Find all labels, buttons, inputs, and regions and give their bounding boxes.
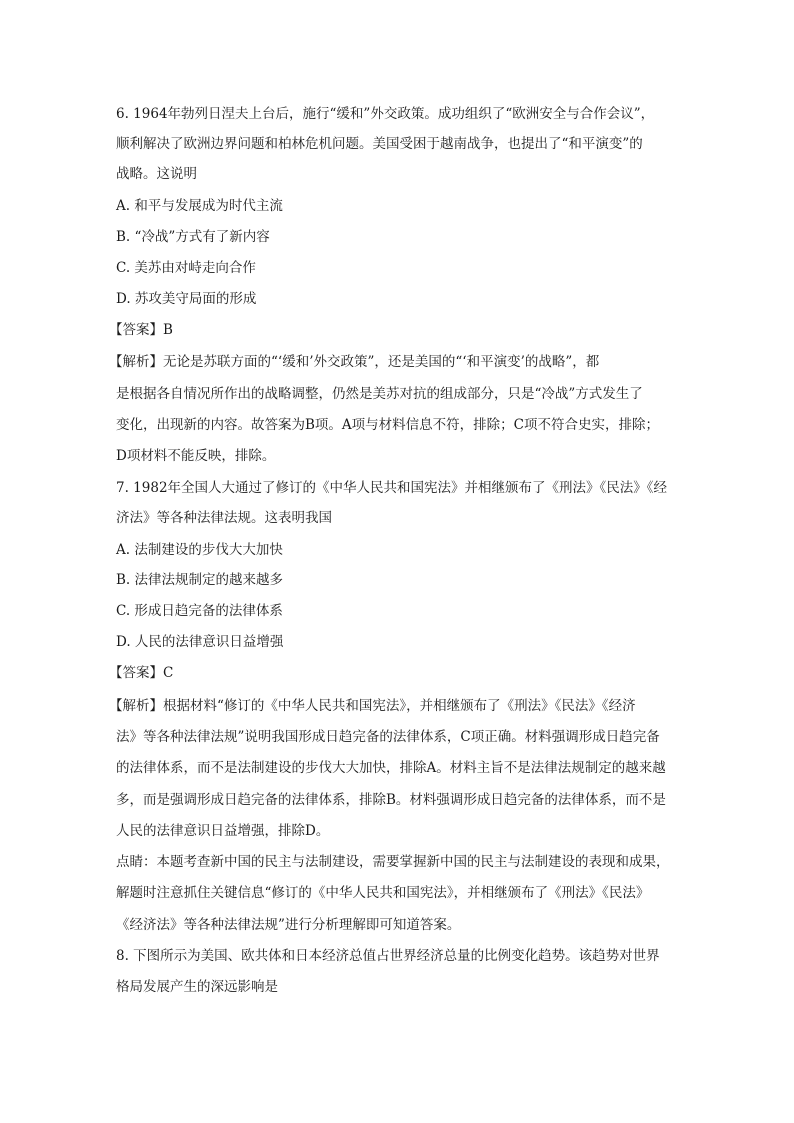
q7-option-b: B. 法律法规制定的越来越多 [116, 572, 284, 588]
q7-tip-line-1: 点睛：本题考查新中国的民主与法制建设，需要掌握新中国的民主与法制建设的表现和成果， [116, 854, 670, 870]
q6-answer: 【答案】B [109, 322, 173, 338]
q6-option-a: A. 和平与发展成为时代主流 [116, 198, 283, 214]
q6-option-c: C. 美苏由对峙走向合作 [116, 260, 256, 276]
q7-analysis-line-2: 法》等各种法律法规”说明我国形成日趋完备的法律体系，C项正确。材料强调形成日趋完备 [116, 729, 660, 745]
q8-stem-line-2: 格局发展产生的深远影响是 [116, 979, 278, 995]
q6-stem-line-3: 战略。这说明 [116, 166, 197, 182]
q7-analysis-line-3: 的法律体系，而不是法制建设的步伐大大加快，排除A。材料主旨不是法律法规制定的越来越 [116, 760, 666, 776]
q7-stem-line-2: 济法》等各种法律法规。这表明我国 [116, 510, 332, 526]
q6-stem-line-1: 6. 1964年勃列日涅夫上台后，施行“缓和”外交政策。成功组织了“欧洲安全与合作会议”， [116, 106, 655, 122]
q6-option-d: D. 苏攻美守局面的形成 [116, 291, 257, 307]
q7-tip-line-2: 解题时注意抓住关键信息“修订的《中华人民共和国宪法》，并相继颁布了《刑法》《民法》 [116, 885, 650, 901]
q6-stem-line-2: 顺利解决了欧洲边界问题和柏林危机问题。美国受困于越南战争，也提出了“和平演变”的 [116, 136, 643, 152]
q7-option-a: A. 法制建设的步伐大大加快 [116, 542, 283, 558]
q6-analysis-line-1: 【解析】无论是苏联方面的“‘缓和’外交政策”，还是美国的“‘和平演变’的战略”，都 [109, 354, 600, 370]
q7-answer: 【答案】C [109, 665, 174, 681]
q7-analysis-line-1: 【解析】根据材料“修订的《中华人民共和国宪法》，并相继颁布了《刑法》《民法》《经济 [109, 698, 636, 714]
q6-analysis-line-3: 变化，出现新的内容。故答案为B项。A项与材料信息不符，排除；C项不符合史实，排除； [116, 417, 659, 433]
q7-option-c: C. 形成日趋完备的法律体系 [116, 603, 283, 619]
q6-analysis-line-4: D项材料不能反映，排除。 [116, 448, 276, 464]
q7-tip-line-3: 《经济法》等各种法律法规”进行分析理解即可知道答案。 [116, 917, 461, 933]
q7-analysis-line-5: 人民的法律意识日益增强，排除D。 [116, 823, 330, 839]
q6-option-b: B. “冷战”方式有了新内容 [116, 229, 270, 245]
q6-analysis-line-2: 是根据各自情况所作出的战略调整，仍然是美苏对抗的组成部分，只是“冷战”方式发生了 [116, 386, 643, 402]
q7-stem-line-1: 7. 1982年全国人大通过了修订的《中华人民共和国宪法》并相继颁布了《刑法》《民法》《经 [116, 480, 668, 496]
q7-option-d: D. 人民的法律意识日益增强 [116, 634, 284, 650]
q7-analysis-line-4: 多，而是强调形成日趋完备的法律体系，排除B。材料强调形成日趋完备的法律体系，而不是 [116, 792, 666, 808]
q8-stem-line-1: 8. 下图所示为美国、欧共体和日本经济总值占世界经济总量的比例变化趋势。该趋势对世界 [116, 948, 660, 964]
